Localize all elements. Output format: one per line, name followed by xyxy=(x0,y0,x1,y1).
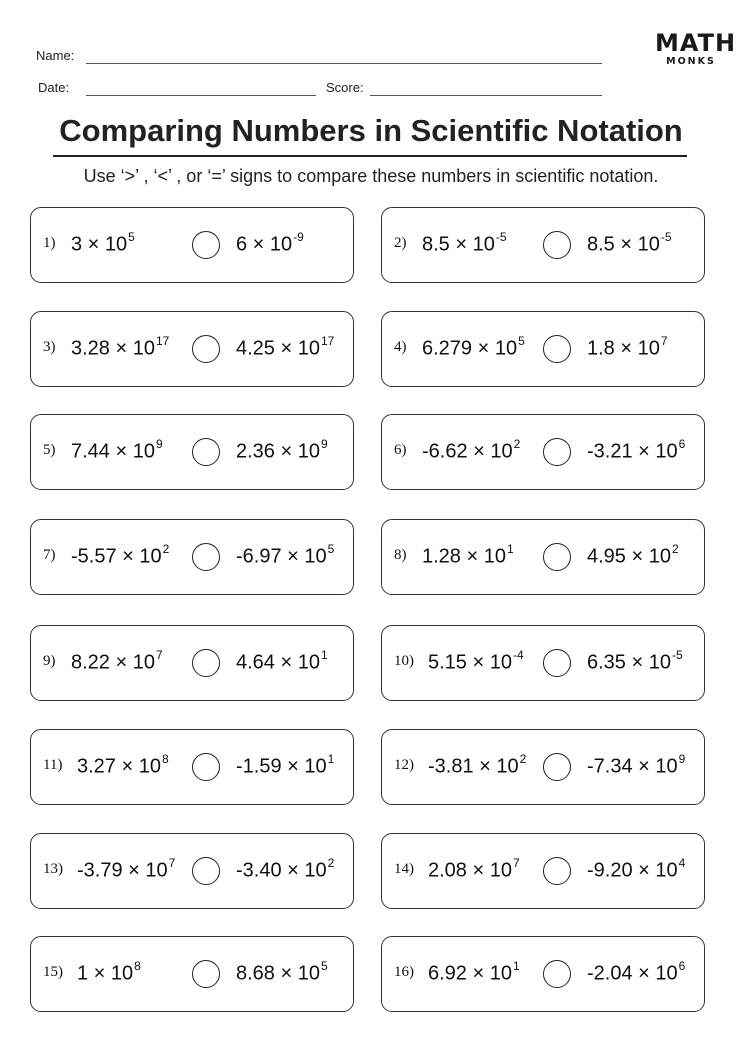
left-exponent: 7 xyxy=(512,856,520,870)
left-coefficient: 8.5 xyxy=(422,233,450,256)
right-exponent: 9 xyxy=(320,437,328,451)
right-coefficient: -3.40 xyxy=(236,859,282,882)
times-ten: × 10 xyxy=(281,545,327,568)
problem-number: 2) xyxy=(394,235,407,251)
answer-circle[interactable] xyxy=(543,960,571,988)
right-exponent: 5 xyxy=(327,542,335,556)
answer-circle[interactable] xyxy=(543,335,571,363)
right-expression xyxy=(236,336,334,361)
left-exponent: 2 xyxy=(162,542,170,556)
left-coefficient: 1 xyxy=(77,962,89,985)
right-expression xyxy=(236,858,334,883)
logo-sub-text: MONKS xyxy=(666,56,716,67)
left-exponent: 5 xyxy=(518,334,525,348)
problem-box xyxy=(381,625,705,701)
answer-circle[interactable] xyxy=(192,960,220,988)
problem-number: 10) xyxy=(394,653,414,669)
times-ten: × 10 xyxy=(281,859,327,882)
date-field[interactable] xyxy=(86,95,316,96)
times-ten: × 10 xyxy=(460,545,506,568)
times-ten: × 10 xyxy=(122,859,168,882)
times-ten: × 10 xyxy=(274,962,320,985)
right-expression xyxy=(587,754,685,779)
left-expression xyxy=(422,439,520,464)
problem-number: 4) xyxy=(394,339,407,355)
left-expression xyxy=(71,232,135,257)
problem-box xyxy=(30,625,354,701)
problem-box xyxy=(30,311,354,387)
left-expression xyxy=(71,650,163,675)
left-exponent: 17 xyxy=(155,334,170,348)
left-expression xyxy=(428,754,526,779)
problem-number: 9) xyxy=(43,653,56,669)
left-exponent: 7 xyxy=(168,856,176,870)
left-coefficient: -3.79 xyxy=(77,859,123,882)
left-expression xyxy=(428,961,520,986)
problem-box xyxy=(30,207,354,283)
right-coefficient: 4.64 xyxy=(236,651,275,674)
right-exponent: -5 xyxy=(671,648,683,662)
times-ten: × 10 xyxy=(466,962,512,985)
problem-box xyxy=(381,729,705,805)
right-coefficient: -2.04 xyxy=(587,962,633,985)
times-ten: × 10 xyxy=(281,755,327,778)
right-exponent: 4 xyxy=(678,856,686,870)
problem-number: 15) xyxy=(43,964,63,980)
problem-box xyxy=(381,311,705,387)
problem-box xyxy=(30,936,354,1012)
left-coefficient: -6.62 xyxy=(422,440,468,463)
answer-circle[interactable] xyxy=(543,543,571,571)
times-ten: × 10 xyxy=(449,233,495,256)
answer-circle[interactable] xyxy=(543,857,571,885)
times-ten: × 10 xyxy=(625,651,671,674)
answer-circle[interactable] xyxy=(192,753,220,781)
right-expression xyxy=(236,544,334,569)
left-exponent: 9 xyxy=(155,437,163,451)
times-ten: × 10 xyxy=(632,440,678,463)
right-coefficient: -1.59 xyxy=(236,755,282,778)
problem-number: 6) xyxy=(394,442,407,458)
right-exponent: 2 xyxy=(327,856,335,870)
problem-number: 13) xyxy=(43,861,63,877)
left-expression xyxy=(422,544,514,569)
right-coefficient: 6 xyxy=(236,233,248,256)
times-ten: × 10 xyxy=(473,755,519,778)
right-coefficient: 6.35 xyxy=(587,651,626,674)
right-expression xyxy=(587,961,685,986)
left-expression xyxy=(71,439,163,464)
left-exponent: 8 xyxy=(161,752,169,766)
left-exponent: 7 xyxy=(155,648,163,662)
left-exponent: 5 xyxy=(128,230,135,244)
page-title: Comparing Numbers in Scientific Notation xyxy=(59,113,683,148)
right-expression xyxy=(587,232,672,257)
right-coefficient: 1.8 xyxy=(587,337,615,360)
answer-circle[interactable] xyxy=(192,231,220,259)
answer-circle[interactable] xyxy=(543,649,571,677)
times-ten: × 10 xyxy=(116,545,162,568)
left-coefficient: 5.15 xyxy=(428,651,467,674)
problem-number: 8) xyxy=(394,547,407,563)
times-ten: × 10 xyxy=(466,859,512,882)
left-exponent: 2 xyxy=(513,437,521,451)
left-expression xyxy=(422,336,525,361)
name-field[interactable] xyxy=(86,63,602,64)
left-expression xyxy=(77,754,169,779)
problem-number: 5) xyxy=(43,442,56,458)
math-monks-logo xyxy=(655,29,737,67)
times-ten: × 10 xyxy=(632,859,678,882)
right-expression xyxy=(236,754,334,779)
times-ten: × 10 xyxy=(88,962,134,985)
right-expression xyxy=(587,858,685,883)
right-exponent: 5 xyxy=(320,959,328,973)
times-ten: × 10 xyxy=(247,233,293,256)
date-label: Date: xyxy=(38,80,70,95)
right-expression xyxy=(236,232,304,257)
right-coefficient: -7.34 xyxy=(587,755,633,778)
problem-number: 11) xyxy=(43,757,63,773)
right-coefficient: 4.95 xyxy=(587,545,626,568)
answer-circle[interactable] xyxy=(543,231,571,259)
problem-box xyxy=(381,936,705,1012)
problem-box xyxy=(381,207,705,283)
left-expression xyxy=(71,544,169,569)
right-exponent: 7 xyxy=(660,334,668,348)
times-ten: × 10 xyxy=(274,651,320,674)
answer-circle[interactable] xyxy=(192,543,220,571)
left-coefficient: 7.44 xyxy=(71,440,110,463)
score-field[interactable] xyxy=(370,95,602,96)
right-exponent: -5 xyxy=(660,230,672,244)
right-expression xyxy=(236,961,328,986)
left-coefficient: 6.279 xyxy=(422,337,473,360)
right-expression xyxy=(587,650,683,675)
left-exponent: 8 xyxy=(134,959,141,973)
right-exponent: 1 xyxy=(327,752,335,766)
score-label: Score: xyxy=(326,80,364,95)
problem-number: 12) xyxy=(394,757,414,773)
left-expression xyxy=(71,336,169,361)
right-exponent: 17 xyxy=(320,334,335,348)
times-ten: × 10 xyxy=(625,545,671,568)
times-ten: × 10 xyxy=(632,962,678,985)
right-coefficient: -9.20 xyxy=(587,859,633,882)
times-ten: × 10 xyxy=(274,440,320,463)
instructions: Use ‘>’ , ‘<’ , or ‘=’ signs to compare these numbers in scientific notation. xyxy=(83,166,659,186)
problem-box xyxy=(381,414,705,490)
right-expression xyxy=(587,439,685,464)
left-expression xyxy=(77,961,141,986)
problem-number: 3) xyxy=(43,339,56,355)
right-expression xyxy=(236,439,328,464)
right-exponent: 9 xyxy=(678,752,686,766)
problem-box xyxy=(381,519,705,595)
times-ten: × 10 xyxy=(109,337,155,360)
times-ten: × 10 xyxy=(115,755,161,778)
left-coefficient: 6.92 xyxy=(428,962,467,985)
problem-box xyxy=(30,414,354,490)
times-ten: × 10 xyxy=(614,233,660,256)
right-coefficient: -3.21 xyxy=(587,440,633,463)
right-exponent: -9 xyxy=(293,230,304,244)
answer-circle[interactable] xyxy=(543,438,571,466)
left-expression xyxy=(422,232,507,257)
left-exponent: 1 xyxy=(506,542,514,556)
times-ten: × 10 xyxy=(466,651,512,674)
answer-circle[interactable] xyxy=(192,649,220,677)
left-coefficient: 1.28 xyxy=(422,545,461,568)
right-coefficient: 4.25 xyxy=(236,337,275,360)
title-underline xyxy=(53,155,687,157)
problem-box xyxy=(30,729,354,805)
problem-box xyxy=(381,833,705,909)
answer-circle[interactable] xyxy=(192,438,220,466)
right-coefficient: 8.5 xyxy=(587,233,615,256)
left-coefficient: -3.81 xyxy=(428,755,474,778)
right-expression xyxy=(587,336,668,361)
name-label: Name: xyxy=(36,48,75,63)
problem-number: 1) xyxy=(43,235,56,251)
right-coefficient: 8.68 xyxy=(236,962,275,985)
times-ten: × 10 xyxy=(614,337,660,360)
times-ten: × 10 xyxy=(109,440,155,463)
left-expression xyxy=(77,858,175,883)
problem-box xyxy=(30,833,354,909)
answer-circle[interactable] xyxy=(543,753,571,781)
left-exponent: 1 xyxy=(512,959,520,973)
times-ten: × 10 xyxy=(82,233,128,256)
answer-circle[interactable] xyxy=(192,335,220,363)
problem-number: 16) xyxy=(394,964,414,980)
times-ten: × 10 xyxy=(109,651,155,674)
left-expression xyxy=(428,858,520,883)
right-exponent: 6 xyxy=(678,437,686,451)
left-coefficient: 3.28 xyxy=(71,337,110,360)
left-coefficient: 3 xyxy=(71,233,83,256)
right-expression xyxy=(587,544,679,569)
answer-circle[interactable] xyxy=(192,857,220,885)
problem-number: 7) xyxy=(43,547,56,563)
right-exponent: 2 xyxy=(671,542,679,556)
times-ten: × 10 xyxy=(274,337,320,360)
left-coefficient: 3.27 xyxy=(77,755,116,778)
left-coefficient: 2.08 xyxy=(428,859,467,882)
left-coefficient: 8.22 xyxy=(71,651,110,674)
times-ten: × 10 xyxy=(632,755,678,778)
left-expression xyxy=(428,650,524,675)
left-exponent: -5 xyxy=(495,230,507,244)
right-exponent: 6 xyxy=(678,959,686,973)
right-expression xyxy=(236,650,328,675)
left-exponent: -4 xyxy=(512,648,524,662)
logo-main-text: MATH xyxy=(655,29,737,57)
times-ten: × 10 xyxy=(472,337,518,360)
problem-box xyxy=(30,519,354,595)
left-exponent: 2 xyxy=(519,752,527,766)
times-ten: × 10 xyxy=(467,440,513,463)
right-coefficient: 2.36 xyxy=(236,440,275,463)
problem-number: 14) xyxy=(394,861,414,877)
right-coefficient: -6.97 xyxy=(236,545,282,568)
left-coefficient: -5.57 xyxy=(71,545,117,568)
right-exponent: 1 xyxy=(320,648,328,662)
